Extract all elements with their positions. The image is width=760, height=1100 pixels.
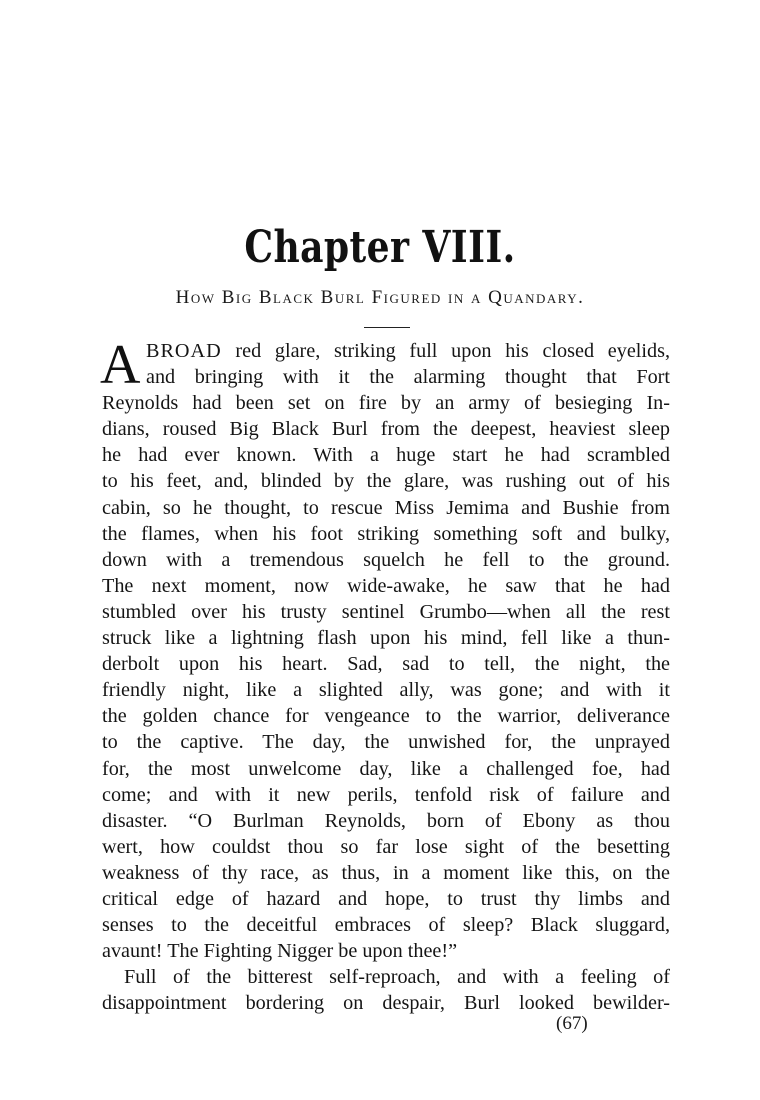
- text-line: the flames, when his foot striking something soft and bulky,: [102, 522, 670, 545]
- text-line: and bringing with it the alarming thought that Fort: [146, 366, 670, 389]
- page-number: (67): [556, 1013, 588, 1034]
- text-line: friendly night, like a slighted ally, was gone; and with it: [102, 679, 670, 702]
- text-line: for, the most unwelcome day, like a challenged foe, had: [102, 757, 670, 780]
- text-line: derbolt upon his heart. Sad, sad to tell, the night, the: [102, 653, 670, 676]
- drop-cap: A: [100, 334, 141, 396]
- chapter-title: Chapter VIII.: [244, 222, 516, 273]
- text-line: he had ever known. With a huge start he had scrambled: [102, 444, 670, 467]
- chapter-subtitle: How Big Black Burl Figured in a Quandary.: [175, 287, 585, 308]
- body-text: [100, 334, 670, 1016]
- text-line: to his feet, and, blinded by the glare, was rushing out of his: [102, 470, 670, 493]
- text-line: disappointment bordering on despair, Burl looked bewilder-: [102, 992, 670, 1015]
- text-line: BROAD red glare, striking full upon his closed eyelids,: [146, 340, 670, 362]
- text-line: senses to the deceitful embraces of sleep? Black sluggard,: [102, 914, 670, 937]
- text-line: weakness of thy race, as thus, in a moment like this, on the: [102, 861, 670, 884]
- text-line: Reynolds had been set on fire by an army of besieging In-: [102, 392, 670, 415]
- text-line: the golden chance for vengeance to the warrior, deliverance: [102, 705, 670, 728]
- text-line: to the captive. The day, the unwished for, the unprayed: [102, 731, 670, 754]
- text-line: critical edge of hazard and hope, to trust thy limbs and: [102, 887, 670, 910]
- text-line: Full of the bitterest self-reproach, and with a feeling of: [124, 966, 670, 989]
- text-line: The next moment, now wide-awake, he saw that he had: [102, 574, 670, 597]
- text-line: stumbled over his trusty sentinel Grumbo—when all the rest: [102, 600, 670, 623]
- opening-small-caps: BROAD: [146, 340, 222, 362]
- text-line: down with a tremendous squelch he fell to the ground.: [102, 548, 670, 571]
- text-line: disaster. “O Burlman Reynolds, born of Ebony as thou: [102, 809, 670, 832]
- text-line: wert, how couldst thou so far lose sight of the besetting: [102, 835, 670, 858]
- title-divider: [364, 327, 410, 328]
- text-line: avaunt! The Fighting Nigger be upon thee!”: [102, 940, 458, 963]
- text-line: struck like a lightning flash upon his mind, fell like a thun-: [102, 627, 670, 650]
- text-line: cabin, so he thought, to rescue Miss Jemima and Bushie from: [102, 496, 670, 519]
- text-line: dians, roused Big Black Burl from the deepest, heaviest sleep: [102, 418, 670, 441]
- text-line: come; and with it new perils, tenfold risk of failure and: [102, 783, 670, 806]
